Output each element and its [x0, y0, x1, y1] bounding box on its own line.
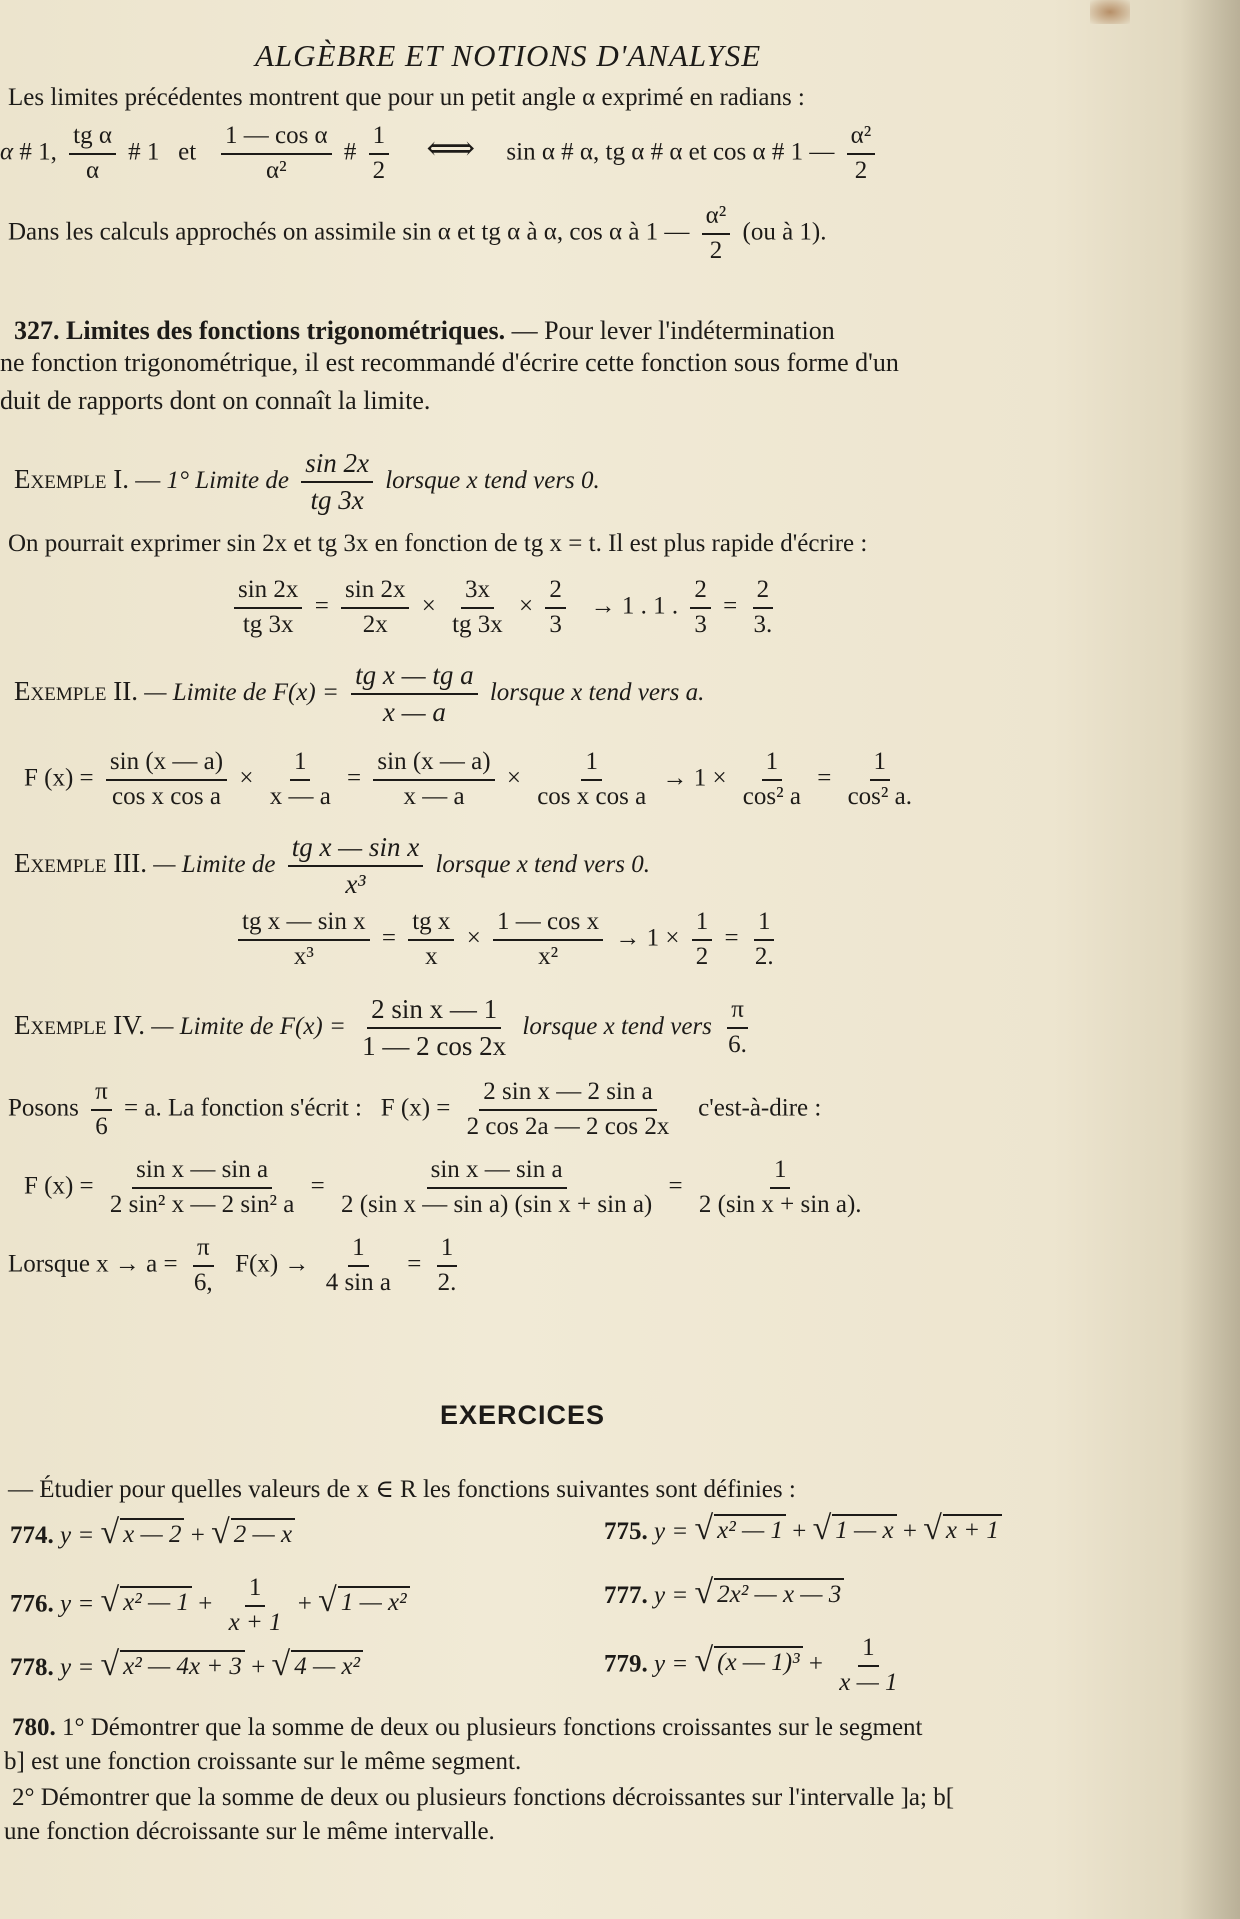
- fraction: $\frac{\pi}{6.}$: [728, 996, 747, 1059]
- formula-text: y =: [654, 1582, 689, 1609]
- formula-text: → 1 . 1 .: [590, 592, 679, 620]
- square-root: √ 1 — x²: [318, 1584, 410, 1618]
- fraction: $\frac{1}{2}$: [692, 908, 713, 972]
- page-header: ALGÈBRE ET NOTIONS D'ANALYSE: [255, 38, 762, 73]
- section-title: Limites des fonctions trigonométriques.: [66, 316, 506, 345]
- exercise-text: 1° Démontrer que la somme de deux ou plusieurs fonctions croissantes sur le segment: [62, 1714, 923, 1741]
- exercise-776: 776. y = √ x² — 1 + $\frac{1}{x + 1}$ + √ 1 — x²: [10, 1574, 410, 1638]
- example-1-title: [14, 448, 600, 516]
- fraction: $\frac{\sin (x — a)}{\text{cos x cos a}}$: [106, 748, 227, 812]
- fraction: $\frac{\text{sin x — sin a}}{\text{2 sin² x — 2 sin² a}}$: [109, 1156, 295, 1218]
- fraction: $\frac{2}{3}$: [690, 576, 711, 640]
- formula-text: c'est-à-dire :: [698, 1094, 822, 1122]
- equivalence-arrow: ⟺: [426, 130, 476, 168]
- example-2-title: [14, 660, 704, 728]
- exercise-780-line-3: 2° Démontrer que la somme de deux ou plusieurs fonctions décroissantes sur l'intervalle ]a; b[: [12, 1784, 955, 1811]
- formula-text: 1° Limite de: [166, 466, 289, 494]
- exercise-number: 777.: [604, 1582, 648, 1609]
- formula-text: lorsque x tend vers a.: [489, 678, 705, 706]
- fraction: $\frac{3x}{tg 3x}$: [452, 576, 503, 638]
- fraction: $\frac{\sin 2x}{tg 3x}$: [301, 448, 373, 516]
- fraction-1-cos-alpha: $\frac{\text{1 — cos α}}{\text{α²}}$: [221, 122, 332, 186]
- fraction: $\frac{\sin 2x}{tg 3x}$: [234, 576, 302, 640]
- fraction: $\frac{\text{tg x — sin x}}{\text{x³}}$: [238, 908, 370, 972]
- exercise-775: 775. y = √ x² — 1 + √ 1 — x + √ x + 1: [604, 1512, 1002, 1546]
- square-root: √ x — 2: [100, 1516, 184, 1550]
- square-root: √ x² — 1: [100, 1584, 192, 1618]
- fraction: $\frac{\text{2 sin x — 2 sin a}}{2 \cos 2a — 2 \cos 2x}$: [466, 1078, 670, 1140]
- formula-text: (ou à 1).: [742, 218, 827, 246]
- exercise-number: 778.: [10, 1654, 54, 1681]
- square-root: √ (x — 1)³: [694, 1644, 802, 1678]
- fraction-alpha2-2: $\frac{\text{α²}}{2}$: [702, 202, 731, 266]
- fraction: $\frac{1}{2.}$: [437, 1234, 457, 1296]
- section-text: — Pour lever l'indétermination: [511, 316, 835, 345]
- exercise-777: [604, 1576, 844, 1610]
- fraction: $\frac{1}{x + 1}$: [228, 1574, 282, 1636]
- formula-text: — Limite de F(x) =: [151, 1012, 346, 1040]
- formula-text: Dans les calculs approchés on assimile sin α et tg α à α, cos α à 1 —: [8, 218, 690, 246]
- example-label: Exemple II.: [14, 675, 138, 706]
- exercise-number: 779.: [604, 1650, 648, 1678]
- formula-text: et: [178, 138, 197, 166]
- formula-text: y =: [60, 1522, 95, 1549]
- fraction: $\frac{\text{1 — cos x}}{\text{x²}}$: [493, 908, 603, 972]
- exercise-number: 776.: [10, 1590, 54, 1618]
- fraction: $\frac{1}{x — a}$: [269, 748, 331, 810]
- fraction-one-half: $\frac{1}{2}$: [369, 122, 390, 186]
- page-edge-shadow: [1180, 0, 1240, 1919]
- square-root: √ x² — 1: [694, 1512, 786, 1546]
- square-root: √ 2x² — x — 3: [694, 1576, 844, 1610]
- square-root: √ 1 — x: [813, 1512, 897, 1546]
- fraction: $\frac{\sin 2x}{2x}$: [341, 576, 409, 640]
- formula-text: = a. La fonction s'écrit :: [124, 1094, 362, 1122]
- fraction-alpha2-2: $\frac{\text{α²}}{2}$: [847, 122, 876, 186]
- exercise-number: 774.: [10, 1522, 54, 1549]
- fraction: $\frac{1}{\text{cos² a}}$: [742, 748, 801, 810]
- formula-text: lorsque x tend vers 0.: [385, 466, 600, 494]
- fraction: $\frac{1}{\text{cos² a.}}$: [847, 748, 912, 810]
- exercise-779: 779. y = √ (x — 1)³ + $\frac{1}{x — 1}$: [604, 1634, 908, 1698]
- formula-text: → 1 ×: [662, 764, 727, 792]
- formula-text: #: [343, 138, 357, 166]
- formula-text: # 1: [128, 138, 160, 166]
- formula-text: α: [0, 138, 14, 166]
- formula-text: y =: [654, 1650, 689, 1678]
- example-4-posons: [8, 1078, 821, 1142]
- fraction: $\frac{2}{3}$: [545, 576, 566, 640]
- section-327-heading: [14, 316, 835, 346]
- example-4-equation: F (x) = $\frac{\text{sin x — sin a}}{\text{2 sin² x — 2 sin² a}}$ = $\frac{\text{sin x — sin a}}{\text{2 (sin x — sin a) (sin x + sin a)}}$ = $\frac{1}{\text{2 (sin x + sin a).}}$: [24, 1156, 872, 1220]
- exercise-780-line-1: [12, 1714, 923, 1742]
- exercise-774: [10, 1516, 295, 1550]
- section-number: 327.: [14, 316, 60, 345]
- formula-text: sin α # α, tg α # α et cos α # 1 —: [506, 138, 835, 166]
- example-3-equation: $\frac{\text{tg x — sin x}}{\text{x³}}$ = $\frac{\text{tg x}}{x}$ × $\frac{\text{1 — cos x}}{\text{x²}}$ → 1 × $\frac{1}{2}$ = $\frac{1}{2.}$: [232, 908, 784, 972]
- intro-line-3: [8, 202, 827, 266]
- formula-text: —: [135, 466, 161, 494]
- formula-text: lorsque x tend vers: [522, 1012, 712, 1040]
- exercise-number: 775.: [604, 1518, 648, 1545]
- formula-text: — Limite de F(x) =: [144, 678, 339, 706]
- fraction: $\frac{\pi}{6,}$: [193, 1234, 213, 1296]
- example-4-title: [14, 994, 757, 1062]
- square-root: √ 2 — x: [211, 1516, 295, 1550]
- formula-text: y =: [654, 1518, 689, 1545]
- section-327-line-2: ne fonction trigonométrique, il est recommandé d'écrire cette fonction sous forme d'un: [0, 348, 899, 377]
- exercises-intro: — Étudier pour quelles valeurs de x ∈ R les fonctions suivantes sont définies :: [8, 1476, 796, 1503]
- formula-text: Lorsque x → a =: [8, 1250, 178, 1278]
- square-root: √ 4 — x²: [272, 1648, 364, 1682]
- fraction: $\frac{\text{tg x}}{x}$: [408, 908, 454, 972]
- formula-text: lorsque x tend vers 0.: [435, 850, 650, 878]
- formula-text: y =: [60, 1590, 95, 1618]
- formula-text: +: [190, 1522, 205, 1549]
- square-root: √ x² — 4x + 3: [100, 1648, 244, 1682]
- formula-text: F (x) =: [24, 1172, 94, 1200]
- fraction: $\frac{\text{2 sin x — 1}}{1 — 2 \cos 2x}$: [362, 994, 507, 1062]
- example-1-equation: $\frac{\sin 2x}{tg 3x}$ = $\frac{\sin 2x}{2x}$ × $\frac{3x}{tg 3x}$ × $\frac{2}{3}$ → 1 . 1 . $\frac{2}{3}$ = $\frac{2}{3.}$: [228, 576, 782, 640]
- formula-text: # 1,: [19, 138, 57, 166]
- exercises-heading: EXERCICES: [440, 1400, 606, 1430]
- fraction: $\frac{\sin (x — a)}{x — a}$: [373, 748, 494, 812]
- formula-text: → 1 ×: [615, 924, 680, 952]
- example-label: Exemple IV.: [14, 1009, 146, 1040]
- example-1-text: On pourrait exprimer sin 2x et tg 3x en fonction de tg x = t. Il est plus rapide d'écrire :: [8, 530, 868, 557]
- fraction: $\frac{2}{3.}$: [753, 576, 773, 638]
- fraction: $\frac{\pi}{6}$: [91, 1078, 112, 1142]
- square-root: √ x + 1: [923, 1512, 1002, 1546]
- example-label: Exemple I.: [14, 463, 129, 494]
- intro-formula-line: [0, 122, 881, 186]
- exercise-number: 780.: [12, 1714, 56, 1741]
- fraction: $\frac{1}{2.}$: [754, 908, 774, 970]
- formula-text: F(x) →: [235, 1250, 310, 1278]
- fraction-tg-alpha: $\frac{\text{tg α}}{\alpha}$: [69, 122, 116, 186]
- fraction: $\frac{1}{\text{cos x cos a}}$: [537, 748, 647, 810]
- exercise-778: 778. y = √ x² — 4x + 3 + √ 4 — x²: [10, 1648, 363, 1682]
- formula-text: — Limite de: [153, 850, 276, 878]
- formula-text: F (x) =: [380, 1094, 451, 1122]
- fraction: $\frac{1}{\text{2 (sin x + sin a).}}$: [698, 1156, 862, 1218]
- example-label: Exemple III.: [14, 847, 147, 878]
- paper-stain: [1090, 0, 1130, 24]
- fraction: $\frac{1}{\text{4 sin a}}$: [325, 1234, 391, 1296]
- exercise-780-line-4: une fonction décroissante sur le même intervalle.: [4, 1818, 495, 1845]
- example-2-equation: F (x) = $\frac{\sin (x — a)}{\text{cos x cos a}}$ × $\frac{1}{x — a}$ = $\frac{\sin (x — a)}{x — a}$ × $\frac{1}{\text{cos x cos a}}$ → 1 × $\frac{1}{\text{cos² a}}$ = $\frac{1}{\text{cos² a.}}$: [24, 748, 922, 812]
- example-4-lorsque: Lorsque x → a = $\frac{\pi}{6,}$ F(x) → $\frac{1}{\text{4 sin a}}$ = $\frac{1}{2.}$: [8, 1234, 466, 1298]
- formula-text: y =: [60, 1654, 95, 1681]
- intro-line-1: Les limites précédentes montrent que pour un petit angle α exprimé en radians :: [8, 84, 805, 111]
- fraction: $\frac{\text{sin x — sin a}}{\text{2 (sin x — sin a) (sin x + sin a)}}$: [340, 1156, 653, 1218]
- formula-text: F (x) =: [24, 764, 94, 792]
- exercise-780-line-2: b] est une fonction croissante sur le même segment.: [4, 1748, 522, 1775]
- formula-text: Posons: [8, 1094, 79, 1122]
- fraction: $\frac{\text{tg x — tg a}}{x — a}$: [351, 660, 478, 728]
- fraction: $\frac{\text{tg x — sin x}}{\text{x³}}$: [288, 832, 424, 900]
- example-3-title: [14, 832, 650, 900]
- fraction: $\frac{1}{x — 1}$: [839, 1634, 898, 1696]
- section-327-line-3: duit de rapports dont on connaît la limite.: [0, 386, 431, 415]
